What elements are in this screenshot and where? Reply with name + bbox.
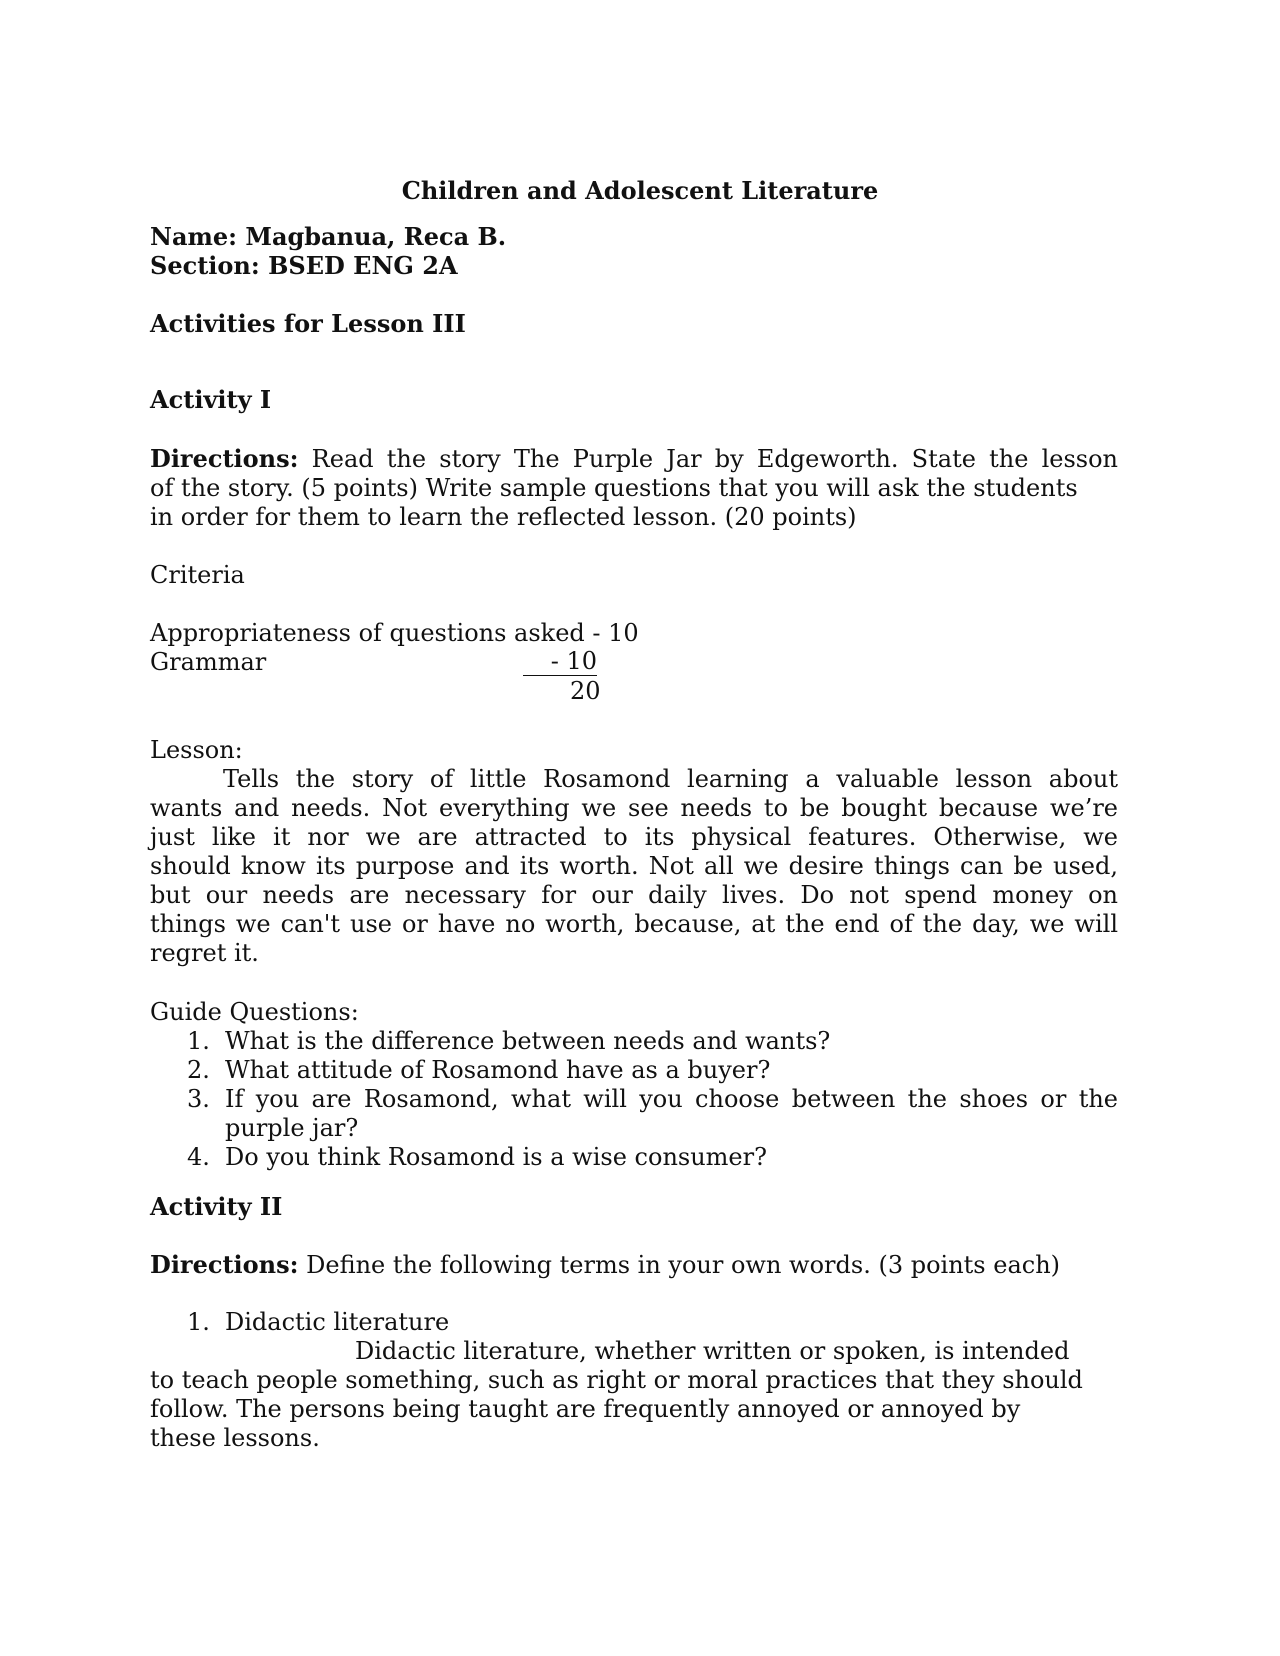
name-label: Name:	[150, 222, 238, 251]
section-label: Section:	[150, 251, 260, 280]
criteria-name: Appropriateness of questions asked	[150, 619, 585, 647]
lesson-line: things we can't use or have no worth, because, at the end of the day, we will	[150, 910, 1118, 938]
criteria-row	[150, 619, 639, 648]
directions-line: Directions: Read the story The Purple Jar by Edgeworth. State the lesson	[150, 444, 1118, 473]
activity-2-directions	[150, 1250, 1060, 1280]
term-text: Didactic literature	[225, 1308, 450, 1336]
guide-questions-label: Guide Questions:	[150, 998, 359, 1026]
criteria-score: - 10	[592, 619, 639, 647]
activity-2-heading: Activity II	[150, 1192, 283, 1221]
lesson-line: just like it nor we are attracted to its physical features. Otherwise, we	[150, 823, 1118, 851]
list-number: 4.	[187, 1143, 210, 1171]
directions-text: Define the following terms in your own words. (3 points each)	[306, 1251, 1061, 1279]
lesson-label: Lesson:	[150, 736, 243, 764]
lesson-paragraph	[150, 765, 1118, 968]
directions-line: in order for them to learn the reflected lesson. (20 points)	[150, 503, 857, 531]
guide-questions-list	[150, 1027, 1118, 1172]
criteria-row: Grammar	[150, 648, 267, 676]
criteria-total: 20	[570, 677, 601, 705]
lesson-heading: Activities for Lesson III	[150, 309, 466, 338]
list-number: 2.	[187, 1056, 210, 1084]
name-value: Magbanua, Reca B.	[245, 222, 507, 251]
definition-paragraph	[150, 1337, 1083, 1453]
list-item	[150, 1143, 1118, 1172]
question-text: What is the difference between needs and wants?	[225, 1027, 831, 1055]
directions-label: Directions:	[150, 444, 299, 473]
document-title: Children and Adolescent Literature	[401, 176, 879, 205]
list-number: 1.	[187, 1027, 210, 1055]
criteria-score: - 10	[523, 648, 597, 676]
question-text: If you are Rosamond, what will you choose between the shoes or the	[225, 1085, 1118, 1113]
lesson-line: Tells the story of little Rosamond learning a valuable lesson about	[223, 765, 1118, 793]
definition-line: to teach people something, such as right or moral practices that they should	[150, 1366, 1083, 1394]
list-item	[150, 1308, 1118, 1337]
criteria-label: Criteria	[150, 561, 245, 589]
directions-label: Directions:	[150, 1250, 299, 1279]
question-text: purple jar?	[225, 1114, 359, 1142]
student-name	[150, 222, 506, 251]
directions-line: of the story. (5 points) Write sample questions that you will ask the students	[150, 474, 1078, 502]
list-item	[150, 1085, 1118, 1143]
list-number: 3.	[187, 1085, 210, 1113]
list-number: 1.	[187, 1308, 210, 1336]
terms-list	[150, 1308, 1118, 1337]
student-section	[150, 251, 458, 280]
lesson-line: wants and needs. Not everything we see needs to be bought because we’re	[150, 794, 1118, 822]
section-value: BSED ENG 2A	[268, 251, 458, 280]
question-text: What attitude of Rosamond have as a buyer?	[225, 1056, 771, 1084]
definition-line: these lessons.	[150, 1424, 320, 1452]
activity-1-heading: Activity I	[150, 385, 272, 414]
lesson-line: regret it.	[150, 939, 259, 967]
list-item	[150, 1027, 1118, 1056]
lesson-line: should know its purpose and its worth. Not all we desire things can be used,	[150, 852, 1118, 880]
definition-line: Didactic literature, whether written or spoken, is intended	[355, 1337, 1070, 1365]
activity-1-directions	[150, 444, 1118, 532]
definition-line: follow. The persons being taught are frequently annoyed or annoyed by	[150, 1395, 1021, 1423]
list-item	[150, 1056, 1118, 1085]
lesson-line: but our needs are necessary for our daily lives. Do not spend money on	[150, 881, 1118, 909]
question-text: Do you think Rosamond is a wise consumer?	[225, 1143, 767, 1171]
